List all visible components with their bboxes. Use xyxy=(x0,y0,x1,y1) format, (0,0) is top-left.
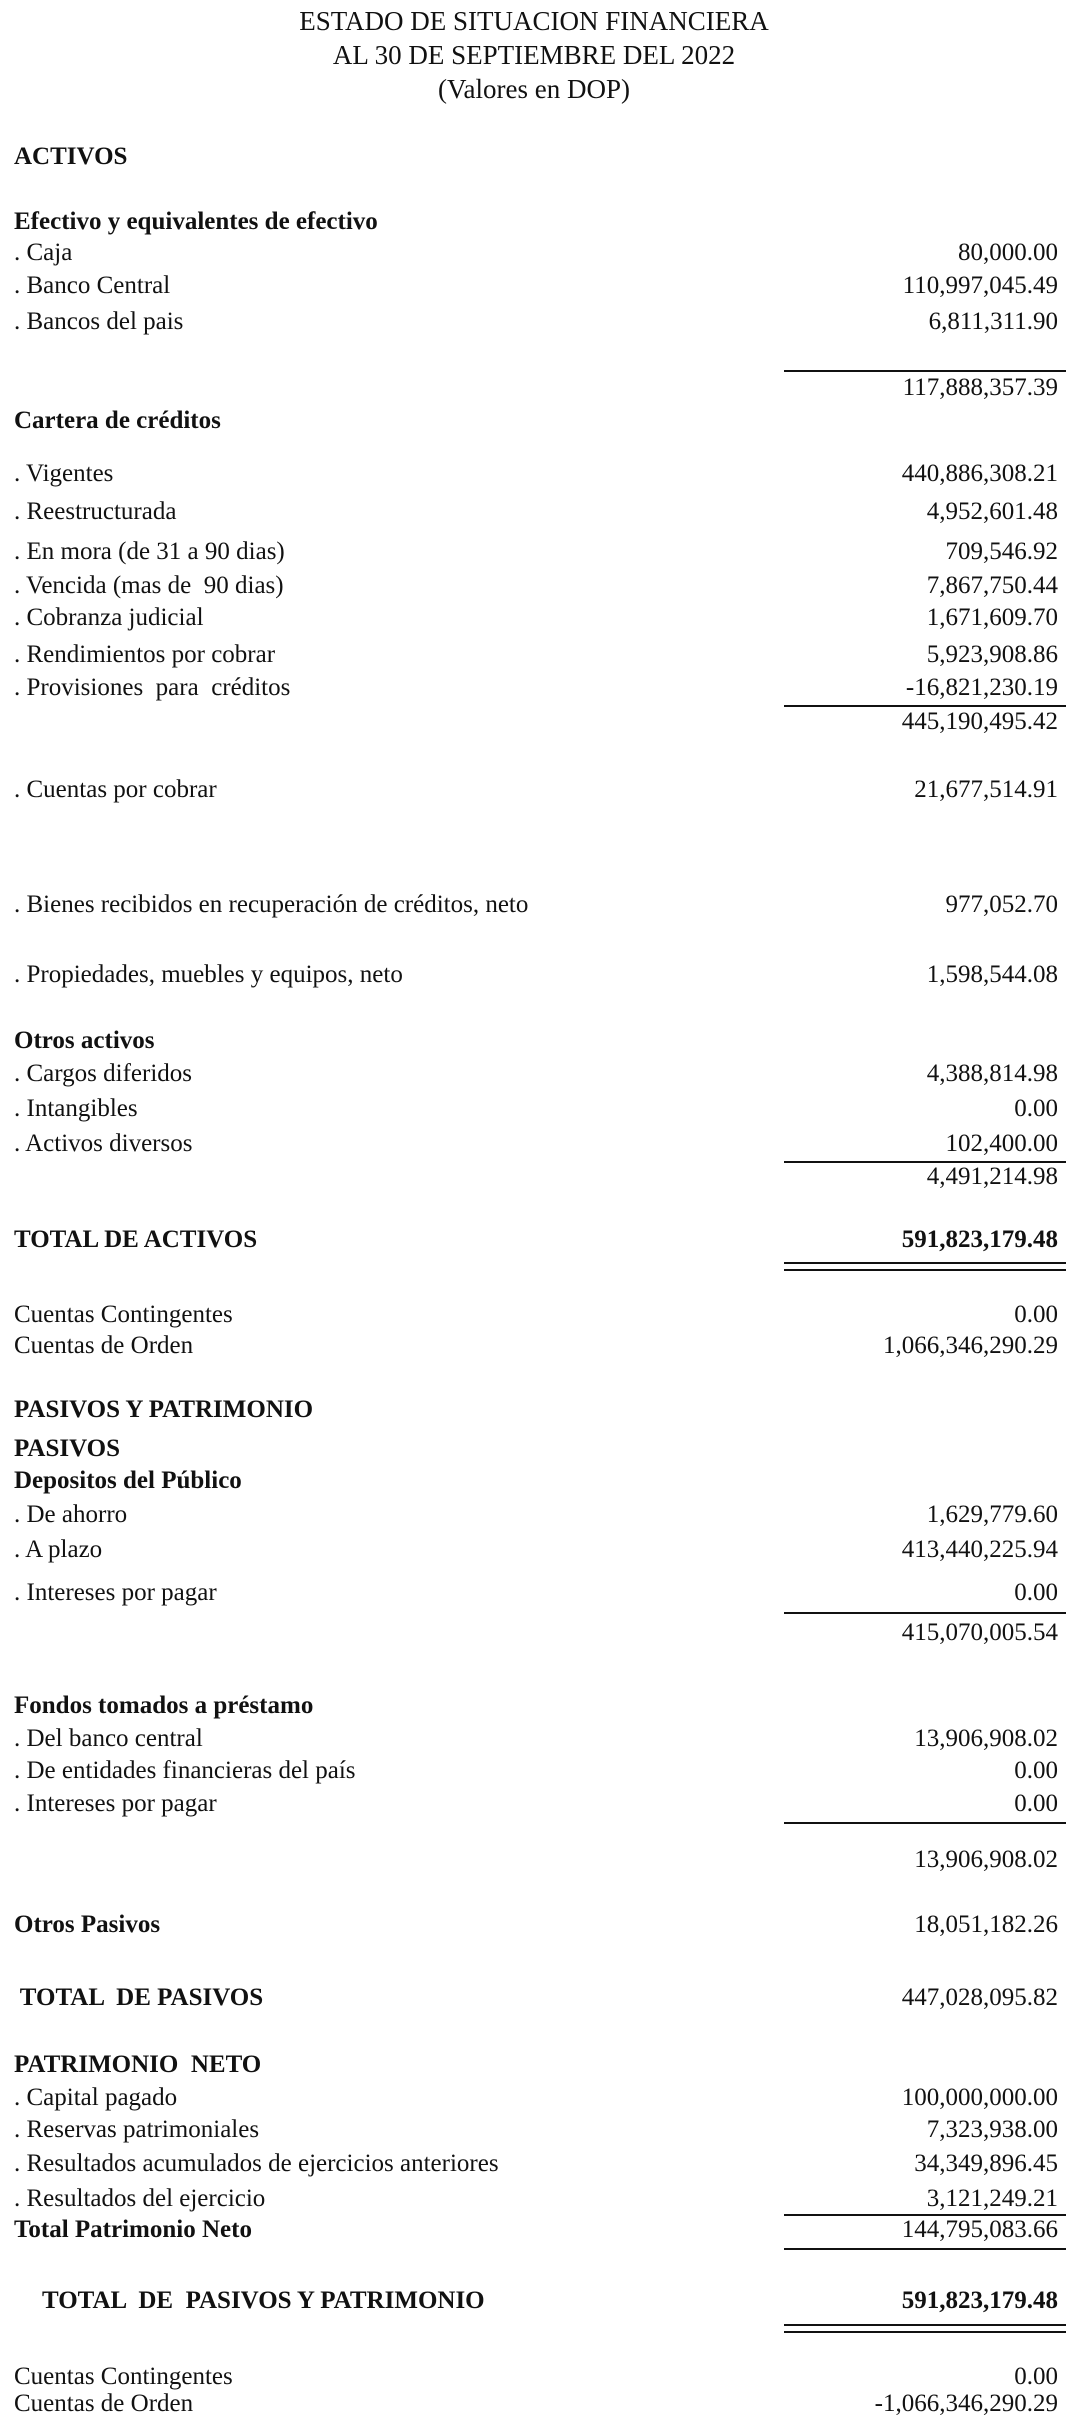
total-label: TOTAL DE PASIVOS Y PATRIMONIO xyxy=(42,2287,485,2314)
total-patrimonio-row xyxy=(14,2215,1066,2245)
line-item xyxy=(14,1789,1066,1819)
line-item xyxy=(14,1756,1066,1786)
line-item xyxy=(14,271,1066,301)
line-item-label: . Provisiones para créditos xyxy=(14,674,291,701)
line-item-value: -16,821,230.19 xyxy=(905,674,1058,701)
line-item-value: 5,923,908.86 xyxy=(926,641,1058,668)
line-item-value: 0.00 xyxy=(1014,1757,1058,1784)
double-rule xyxy=(784,2324,1066,2333)
line-item-value: 21,677,514.91 xyxy=(914,776,1058,803)
line-item xyxy=(14,1129,1066,1159)
total-label: TOTAL DE ACTIVOS xyxy=(14,1226,258,1253)
line-item xyxy=(14,459,1066,489)
line-item-value: 4,388,814.98 xyxy=(926,1060,1058,1087)
line-item-label: . Vigentes xyxy=(14,460,114,487)
line-item xyxy=(14,603,1066,633)
line-item-value: 3,121,249.21 xyxy=(926,2185,1058,2212)
line-item xyxy=(14,890,1066,920)
line-item xyxy=(14,2149,1066,2179)
line-item xyxy=(14,1059,1066,1089)
line-item-value: 80,000.00 xyxy=(958,239,1058,266)
subtotal-row xyxy=(14,1618,1066,1648)
line-item-value: 100,000,000.00 xyxy=(901,2084,1058,2111)
line-item-label: . Reestructurada xyxy=(14,498,177,525)
line-item-label: . A plazo xyxy=(14,1536,103,1563)
line-item-label: . De entidades financieras del país xyxy=(14,1757,356,1784)
line-item-label: Otros Pasivos xyxy=(14,1911,161,1938)
line-item xyxy=(14,673,1066,703)
line-item-label: . Rendimientos por cobrar xyxy=(14,641,276,668)
subtotal-rule xyxy=(784,1612,1066,1614)
line-item-value: 102,400.00 xyxy=(945,1130,1058,1157)
line-item-label: . En mora (de 31 a 90 dias) xyxy=(14,538,285,565)
total-label: TOTAL DE PASIVOS xyxy=(14,1984,264,2011)
line-item-value: 709,546.92 xyxy=(945,538,1058,565)
subtotal-value: 117,888,357.39 xyxy=(902,374,1058,401)
line-item xyxy=(14,1331,1066,1361)
total-value: 591,823,179.48 xyxy=(901,2287,1058,2314)
line-item xyxy=(14,1578,1066,1608)
line-item xyxy=(14,2362,1066,2392)
line-item-label: . Reservas patrimoniales xyxy=(14,2116,260,2143)
line-item-value: 13,906,908.02 xyxy=(914,1725,1058,1752)
group-fondos-title: Fondos tomados a préstamo xyxy=(14,1692,314,1719)
line-item-label: . Bancos del pais xyxy=(14,308,184,335)
line-item-label: Cuentas de Orden xyxy=(14,2390,194,2417)
line-item-value: 0.00 xyxy=(1014,1579,1058,1606)
otros-pasivos-row xyxy=(14,1910,1066,1940)
line-item xyxy=(14,1094,1066,1124)
line-item-value: 7,323,938.00 xyxy=(926,2116,1058,2143)
total-value: 447,028,095.82 xyxy=(901,1984,1058,2011)
line-item-label: . Caja xyxy=(14,239,73,266)
line-item-label: . Intereses por pagar xyxy=(14,1579,217,1606)
subtotal-value: 4,491,214.98 xyxy=(926,1163,1058,1190)
subtotal-rule xyxy=(784,1822,1066,1824)
subtotal-value: 445,190,495.42 xyxy=(901,708,1058,735)
line-item-label: . Capital pagado xyxy=(14,2084,178,2111)
line-item-value: 7,867,750.44 xyxy=(926,572,1058,599)
line-item-value: 0.00 xyxy=(1014,1790,1058,1817)
line-item-value: 977,052.70 xyxy=(945,891,1058,918)
line-item-value: 1,671,609.70 xyxy=(926,604,1058,631)
total-value: 144,795,083.66 xyxy=(901,2216,1058,2243)
line-item-value: 4,952,601.48 xyxy=(926,498,1058,525)
line-item xyxy=(14,537,1066,567)
subtotal-row xyxy=(14,1845,1066,1875)
line-item-value: 34,349,896.45 xyxy=(914,2150,1058,2177)
line-item-value: 1,066,346,290.29 xyxy=(883,1332,1058,1359)
line-item-label: Cuentas Contingentes xyxy=(14,2363,233,2390)
line-item-label: Cuentas de Orden xyxy=(14,1332,194,1359)
line-item-label: . Cargos diferidos xyxy=(14,1060,192,1087)
line-item-label: . Propiedades, muebles y equipos, neto xyxy=(14,961,403,988)
total-activos-row xyxy=(14,1225,1066,1255)
line-item xyxy=(14,2115,1066,2145)
line-item xyxy=(14,1300,1066,1330)
subtotal-rule xyxy=(784,370,1066,372)
line-item-label: . Cobranza judicial xyxy=(14,604,204,631)
line-item-label: . Vencida (mas de 90 dias) xyxy=(14,572,284,599)
line-item-label: . Del banco central xyxy=(14,1725,203,1752)
line-item xyxy=(14,960,1066,990)
line-item-label: . Activos diversos xyxy=(14,1130,193,1157)
line-item-label: . De ahorro xyxy=(14,1501,128,1528)
line-item xyxy=(14,571,1066,601)
line-item-value: 0.00 xyxy=(1014,1095,1058,1122)
line-item-value: 413,440,225.94 xyxy=(901,1536,1058,1563)
line-item-value: -1,066,346,290.29 xyxy=(874,2390,1058,2417)
line-item-label: . Intereses por pagar xyxy=(14,1790,217,1817)
line-item-label: Cuentas Contingentes xyxy=(14,1301,233,1328)
group-otros-activos-title: Otros activos xyxy=(14,1027,155,1054)
subtotal-value: 13,906,908.02 xyxy=(914,1846,1058,1873)
line-item-value: 1,629,779.60 xyxy=(926,1501,1058,1528)
line-item-label: . Intangibles xyxy=(14,1095,138,1122)
group-depositos-title: Depositos del Público xyxy=(14,1467,242,1494)
section-pasivos-patrimonio: PASIVOS Y PATRIMONIO xyxy=(14,1396,314,1423)
line-item xyxy=(14,1724,1066,1754)
line-item-label: . Resultados del ejercicio xyxy=(14,2185,266,2212)
subtotal-value: 415,070,005.54 xyxy=(901,1619,1058,1646)
group-efectivo-title: Efectivo y equivalentes de efectivo xyxy=(14,208,378,235)
line-item xyxy=(14,775,1066,805)
line-item-value: 0.00 xyxy=(1014,1301,1058,1328)
line-item-label: . Cuentas por cobrar xyxy=(14,776,217,803)
report-currency: (Valores en DOP) xyxy=(438,74,630,104)
total-pasivos-row xyxy=(14,1983,1066,2013)
subtotal-row xyxy=(14,707,1066,737)
double-rule xyxy=(784,1262,1066,1271)
line-item xyxy=(14,497,1066,527)
total-label: Total Patrimonio Neto xyxy=(14,2216,252,2243)
line-item xyxy=(14,1535,1066,1565)
report-date: AL 30 DE SEPTIEMBRE DEL 2022 xyxy=(332,40,736,70)
group-patrimonio-title: PATRIMONIO NETO xyxy=(14,2051,262,2078)
line-item xyxy=(14,1500,1066,1530)
total-pasivos-patrimonio-row xyxy=(42,2286,1066,2316)
line-item xyxy=(14,2389,1066,2419)
line-item xyxy=(14,238,1066,268)
line-item xyxy=(14,2184,1066,2214)
line-item xyxy=(14,640,1066,670)
line-item-value: 110,997,045.49 xyxy=(902,272,1058,299)
line-item-value: 18,051,182.26 xyxy=(914,1911,1058,1938)
line-item-value: 6,811,311.90 xyxy=(928,308,1058,335)
line-item-value: 440,886,308.21 xyxy=(901,460,1058,487)
line-item-label: . Bienes recibidos en recuperación de créditos, neto xyxy=(14,891,529,918)
line-item-label: . Banco Central xyxy=(14,272,171,299)
line-item xyxy=(14,2083,1066,2113)
group-cartera-title: Cartera de créditos xyxy=(14,407,221,434)
total-value: 591,823,179.48 xyxy=(901,1226,1058,1253)
line-item-value: 1,598,544.08 xyxy=(926,961,1058,988)
line-item-value: 0.00 xyxy=(1014,2363,1058,2390)
line-item xyxy=(14,307,1066,337)
section-pasivos: PASIVOS xyxy=(14,1435,121,1462)
subtotal-row xyxy=(14,373,1066,403)
section-activos: ACTIVOS xyxy=(14,143,128,170)
subtotal-rule xyxy=(784,2248,1066,2250)
line-item-label: . Resultados acumulados de ejercicios anteriores xyxy=(14,2150,499,2177)
subtotal-row xyxy=(14,1162,1066,1192)
report-title: ESTADO DE SITUACION FINANCIERA xyxy=(299,6,769,36)
